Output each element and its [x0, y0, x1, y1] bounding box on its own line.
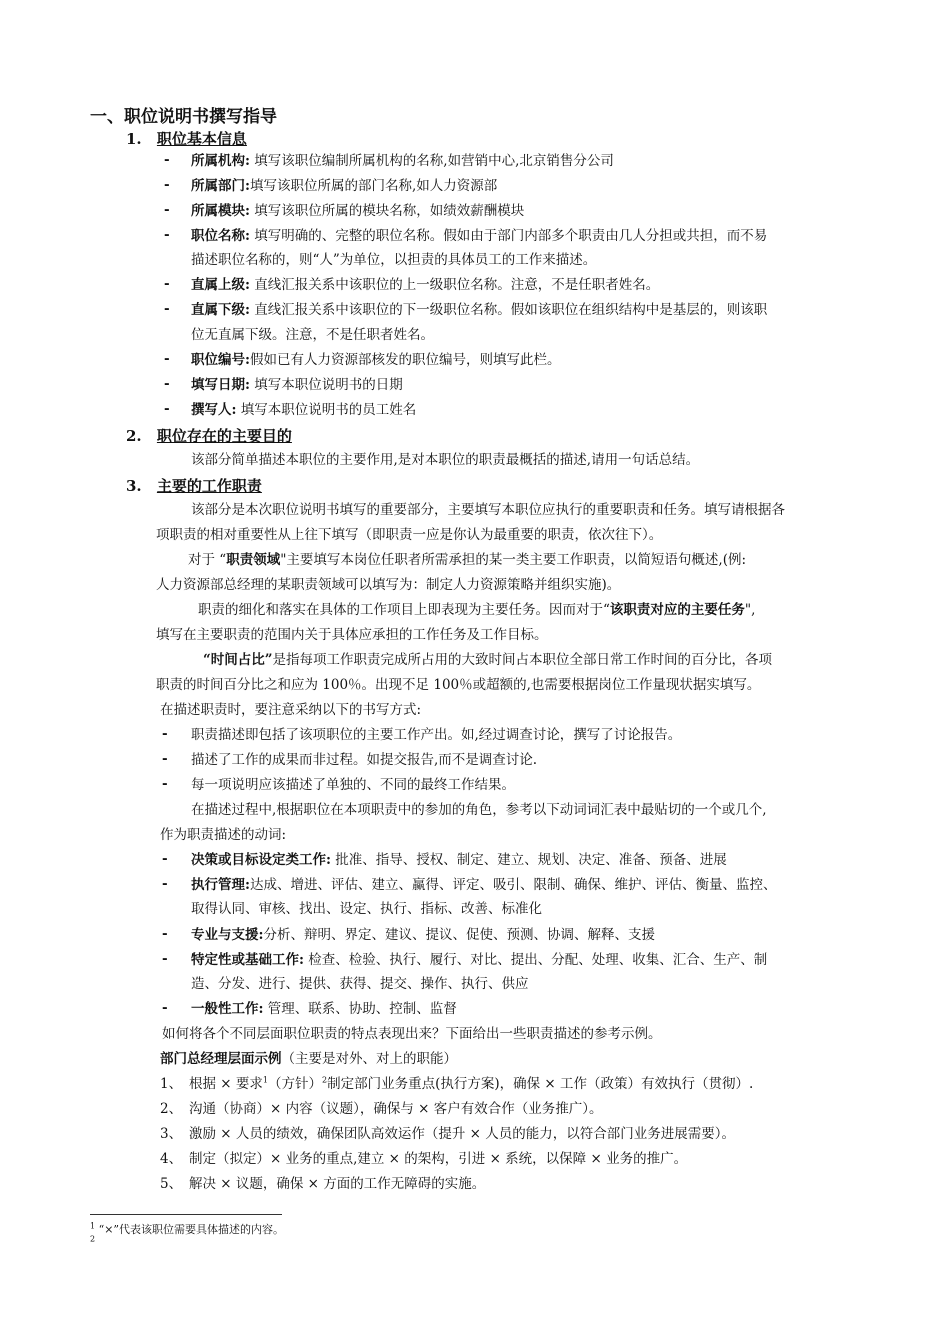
- list-number: 4、: [160, 1151, 183, 1167]
- paragraph: 在描述过程中,根据职位在本项职责中的参加的角色，参考以下动词词汇表中最贴切的一个或几个,: [191, 802, 767, 818]
- section-2-body: 该部分简单描述本职位的主要作用,是对本职位的职责最概括的描述,请用一句话总结。: [191, 452, 700, 468]
- list-item: 特定性或基础工作: 检查、检验、执行、履行、对比、提出、分配、处理、收集、汇合、生产、制: [191, 952, 768, 968]
- paragraph: 该部分是本次职位说明书填写的重要部分，主要填写本职位应执行的重要职责和任务。填写请根据各: [191, 502, 785, 518]
- list-item-continuation: 取得认同、审核、找出、设定、执行、指标、改善、标准化: [191, 901, 542, 917]
- list-item: 专业与支援:分析、辩明、界定、建议、提议、促使、预测、协调、解释、支援: [191, 927, 655, 943]
- section-1-title: 职位基本信息: [156, 130, 247, 148]
- paragraph: 对于 “职责领域"主要填写本岗位任职者所需承担的某一类主要工作职责，以简短语句概述,(例:: [188, 552, 747, 568]
- list-bullet: -: [164, 376, 170, 392]
- list-item: 执行管理:达成、增进、评估、建立、赢得、评定、吸引、限制、确保、维护、评估、衡量、监控、: [191, 877, 777, 893]
- list-number: 2、: [160, 1101, 183, 1117]
- list-bullet: -: [164, 276, 170, 292]
- section-3-number: 3.: [126, 477, 142, 495]
- list-item: 撰写人: 填写本职位说明书的员工姓名: [191, 402, 417, 418]
- list-bullet: -: [164, 227, 170, 243]
- list-item: 制定（拟定）× 业务的重点,建立 × 的架构，引进 × 系统，以保障 × 业务的推广。: [189, 1151, 688, 1167]
- list-item: 所属机构: 填写该职位编制所属机构的名称,如营销中心,北京销售分公司: [191, 153, 614, 169]
- list-item: 激励 × 人员的绩效，确保团队高效运作（提升 × 人员的能力，以符合部门业务进展需要）。: [189, 1126, 736, 1142]
- list-item: 一般性工作: 管理、联系、协助、控制、监督: [191, 1001, 457, 1017]
- paragraph: “时间占比”是指每项工作职责完成所占用的大致时间占本职位全部日常工作时间的百分比，各项: [203, 652, 773, 668]
- section-3-title: 主要的工作职责: [156, 477, 262, 495]
- list-bullet: -: [162, 726, 168, 742]
- list-bullet: -: [164, 177, 170, 193]
- paragraph: 职责的时间百分比之和应为 100％。出现不足 100％或超额的,也需要根据岗位工作量现状据实填写。: [156, 677, 761, 693]
- list-bullet: -: [164, 301, 170, 317]
- section-3-heading: [126, 475, 262, 496]
- footnote-ref: 2: [322, 1075, 328, 1085]
- section-1-number: 1.: [126, 130, 142, 148]
- list-bullet: -: [162, 776, 168, 792]
- list-bullet: -: [164, 152, 170, 168]
- list-bullet: -: [162, 1000, 168, 1016]
- list-item-continuation: 造、分发、进行、提供、获得、提交、操作、执行、供应: [191, 976, 529, 992]
- list-bullet: -: [162, 926, 168, 942]
- section-1-heading: [126, 128, 247, 149]
- list-item: 填写日期: 填写本职位说明书的日期: [191, 377, 403, 393]
- list-item: 职位编号:假如已有人力资源部核发的职位编号，则填写此栏。: [191, 352, 561, 368]
- list-bullet: -: [162, 951, 168, 967]
- list-item: 所属模块: 填写该职位所属的模块名称，如绩效薪酬模块: [191, 203, 525, 219]
- paragraph: 在描述职责时，要注意采纳以下的书写方式:: [160, 702, 422, 718]
- list-item: 每一项说明应该描述了单独的、不同的最终工作结果。: [191, 777, 515, 793]
- list-item: 职责描述即包括了该项职位的主要工作产出。如,经过调查讨论，撰写了讨论报告。: [191, 727, 682, 743]
- list-number: 5、: [160, 1176, 183, 1192]
- list-item: 根据 × 要求$^1$（方针）$^2$制定部门业务重点(执行方案)，确保 × 工作（政策）有效执行（贯彻）.: [189, 1075, 754, 1092]
- list-bullet: -: [162, 751, 168, 767]
- list-item: 职位名称: 填写明确的、完整的职位名称。假如由于部门内部多个职责由几人分担或共担，而不易: [191, 228, 768, 244]
- list-item: 直属下级: 直线汇报关系中该职位的下一级职位名称。假如该职位在组织结构中是基层的，则该职: [191, 302, 768, 318]
- paragraph: 职责的细化和落实在具体的工作项目上即表现为主要任务。因而对于“该职责对应的主要任务",: [198, 602, 756, 618]
- list-item: 直属上级: 直线汇报关系中该职位的上一级职位名称。注意，不是任职者姓名。: [191, 277, 660, 293]
- footnote: 2: [90, 1234, 96, 1244]
- paragraph: 作为职责描述的动词:: [160, 827, 287, 843]
- list-number: 3、: [160, 1126, 183, 1142]
- list-item: 解决 × 议题，确保 × 方面的工作无障碍的实施。: [189, 1176, 486, 1192]
- section-2-title: 职位存在的主要目的: [156, 427, 292, 445]
- list-item-continuation: 描述职位名称的，则“人”为单位，以担责的具体员工的工作来描述。: [191, 252, 597, 268]
- section-2-number: 2.: [126, 427, 142, 445]
- list-bullet: -: [162, 851, 168, 867]
- paragraph: 填写在主要职责的范围内关于具体应承担的工作任务及工作目标。: [156, 627, 548, 643]
- list-bullet: -: [164, 351, 170, 367]
- list-item: 决策或目标设定类工作: 批准、指导、授权、制定、建立、规划、决定、准备、预备、进展: [191, 852, 727, 868]
- list-bullet: -: [162, 876, 168, 892]
- list-item: 沟通（协商）× 内容（议题），确保与 × 客户有效合作（业务推广）。: [189, 1101, 603, 1117]
- paragraph: 人力资源部总经理的某职责领域可以填写为：制定人力资源策略并组织实施)。: [156, 577, 621, 593]
- list-bullet: -: [164, 202, 170, 218]
- document-title: 一、职位说明书撰写指导: [90, 107, 277, 127]
- footnote-separator: [90, 1214, 282, 1215]
- paragraph: 如何将各个不同层面职位职责的特点表现出来？下面给出一些职责描述的参考示例。: [162, 1026, 662, 1042]
- example-heading: 部门总经理层面示例（主要是对外、对上的职能）: [160, 1051, 457, 1067]
- list-bullet: -: [164, 401, 170, 417]
- list-item: 描述了工作的成果而非过程。如提交报告,而不是调查讨论.: [191, 752, 538, 768]
- list-item-continuation: 位无直属下级。注意，不是任职者姓名。: [191, 327, 434, 343]
- list-number: 1、: [160, 1076, 183, 1092]
- paragraph: 项职责的相对重要性从上往下填写（即职责一应是你认为最重要的职责，依次往下）。: [156, 527, 663, 543]
- footnote: $^1$ “×”代表该职位需要具体描述的内容。: [90, 1221, 285, 1236]
- section-2-heading: [126, 425, 292, 446]
- list-item: 所属部门:填写该职位所属的部门名称,如人力资源部: [191, 178, 498, 194]
- footnote-ref: 1: [262, 1075, 268, 1085]
